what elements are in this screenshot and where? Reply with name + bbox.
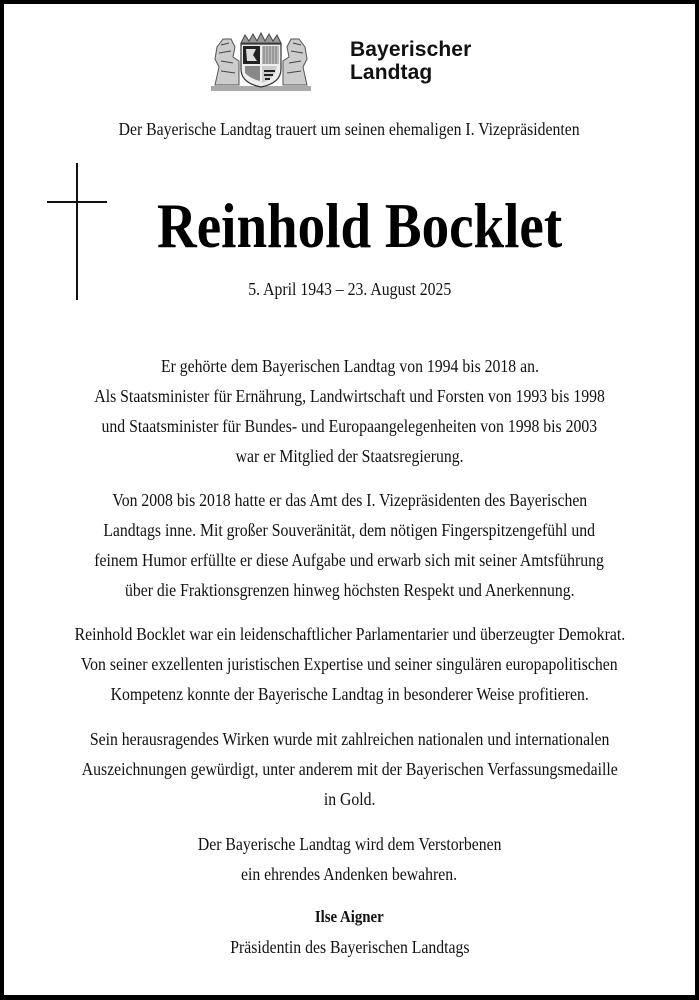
life-dates xyxy=(4,279,695,300)
paragraph-2-line-1: Von 2008 bis 2018 hatte er das Amt des I. Vizepräsidenten des Bayerischen xyxy=(112,490,587,510)
closing-line-1: Der Bayerische Landtag wird dem Verstorbenen xyxy=(197,834,502,854)
bayerischer-landtag-logo xyxy=(209,31,509,97)
paragraph-4-line-3: in Gold. xyxy=(323,789,376,809)
paragraph-2-line-3: feinem Humor erfüllte er diese Aufgabe und erwarb sich mit seiner Amtsführung xyxy=(94,550,605,570)
paragraph-4-line-1: Sein herausragendes Wirken wurde mit zahlreichen nationalen und internationalen xyxy=(89,729,610,749)
paragraph-1-line-2: Als Staatsminister für Ernährung, Landwirtschaft und Forsten von 1993 bis 1998 xyxy=(94,386,605,406)
obituary-notice xyxy=(4,4,695,995)
paragraph-4-line-2: Auszeichnungen gewürdigt, unter anderem mit der Bayerischen Verfassungsmedaille xyxy=(81,759,618,779)
deceased-name-text: Reinhold Bocklet xyxy=(157,190,563,261)
paragraph-3-line-1: Reinhold Bocklet war ein leidenschaftlicher Parlamentarier und überzeugter Demokrat. xyxy=(74,624,625,644)
intro-text xyxy=(4,119,695,140)
intro-line: Der Bayerische Landtag trauert um seinen ehemaligen I. Vizepräsidenten xyxy=(118,119,580,139)
logo-line-1: Bayerischer xyxy=(350,38,472,61)
signatory-title: Präsidentin des Bayerischen Landtags xyxy=(229,937,470,957)
paragraph-3-line-2: Von seiner exzellenten juristischen Expertise und seiner singulären europapolitischen xyxy=(81,654,618,674)
paragraph-1-line-4: war er Mitglied der Staatsregierung. xyxy=(235,446,464,466)
life-dates-text: 5. April 1943 – 23. August 2025 xyxy=(247,279,452,299)
bavarian-coat-of-arms-icon xyxy=(209,31,313,93)
signatory-name: Ilse Aigner xyxy=(315,907,384,926)
closing-line-2: ein ehrendes Andenken bewahren. xyxy=(241,864,458,884)
paragraph-1-line-1: Er gehörte dem Bayerischen Landtag von 1994 bis 2018 an. xyxy=(160,356,539,376)
deceased-name xyxy=(100,190,620,262)
paragraph-2-line-4: über die Fraktionsgrenzen hinweg höchsten Respekt und Anerkennung. xyxy=(124,580,575,600)
paragraph-1-line-3: und Staatsminister für Bundes- und Europaangelegenheiten von 1998 bis 2003 xyxy=(101,416,598,436)
paragraph-2-line-2: Landtags inne. Mit großer Souveränität, dem nötigen Fingerspitzengefühl und xyxy=(103,520,596,540)
cross-icon-horizontal xyxy=(47,201,107,203)
paragraph-3-line-3: Kompetenz konnte der Bayerische Landtag in besonderer Weise profitieren. xyxy=(110,684,589,704)
logo-line-2: Landtag xyxy=(350,61,433,84)
